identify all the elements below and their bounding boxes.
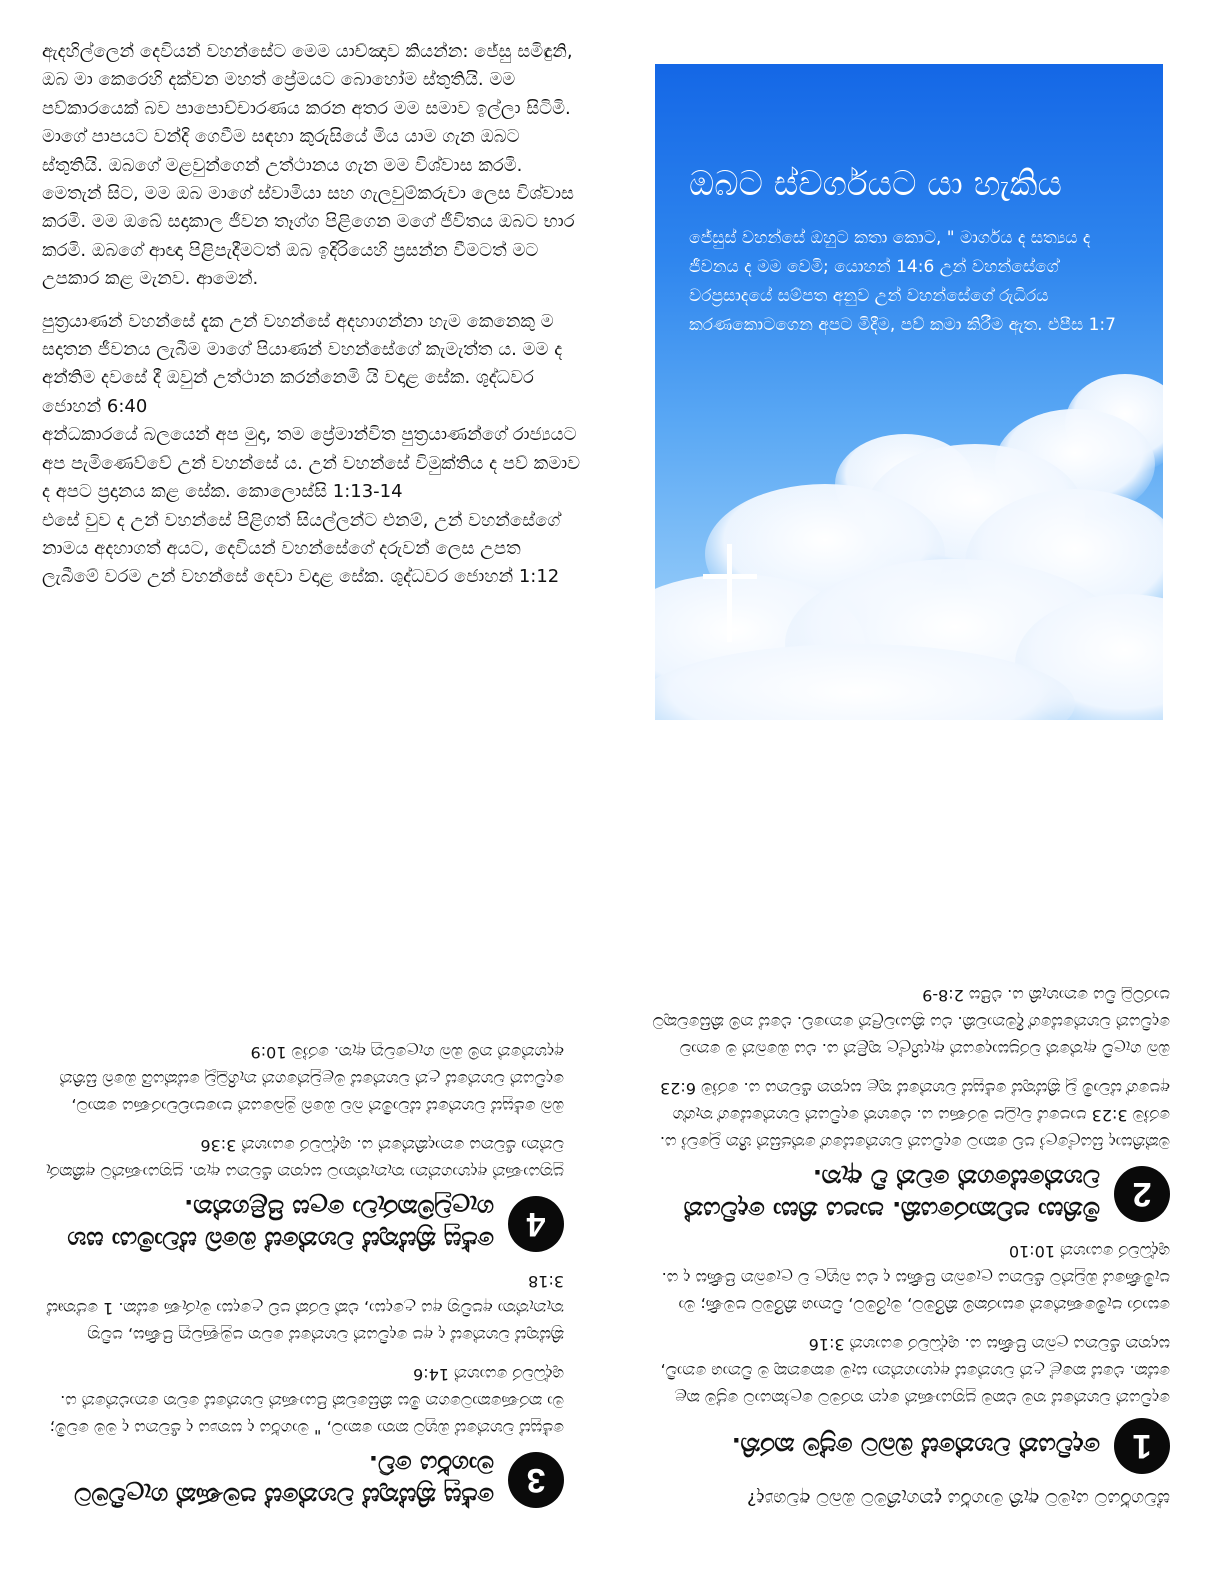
step-heading: මිනිසා පව්කාරයෙකි. පාපය නිසා දෙවියන් වහන්සේගෙන් වෙන් වී ඇත. [683,1164,1100,1224]
step-text: ක්‍රිස්තුස් වහන්සේ ද අප දෙවියන් වහන්සේ වෙත පමුණුවනු පිණිස, පවිත්‍ර තැනැත්තා අපවිත්‍ර අය උදෙසා, එක් වරක් පව් උදෙසා මැරුණ සේක. 1 පේතෘස් 3:18 [46,1272,564,1345]
cross-icon [703,544,757,642]
prayer-paragraph: ඇදහිල්ලෙන් දෙවියන් වහන්සේට මෙම යාච්ඤාව කියන්න: ජේසු සමිඳුනි, ඔබ මා කෙරෙහි දක්වන මහත් ප්‍රේමයට බොහෝම ස්තුතියි. මම පව්කාරයෙක් බව පාපොච්චාරණය කරන අතර මම සමාව ඉල්ලා සිටිමි. මාගේ පාපයට වන්දි ගෙවීම සඳහා කුරුසියේ මිය යාම ගැන ඔබට ස්තුතියි. ඔබගේ මළවුන්ගෙන් උත්ථානය ගැන මම විශ්වාස කරමි. මෙතැන් සිට, මම ඔබ මාගේ ස්වාමියා සහ ගැලවුම්කරුවා ලෙස විශ්වාස කරමි. මම ඔබේ සදාකාල ජීවන තෑග්ග පිළිගෙන මගේ ජීවිතය ඔබට භාර කරමි. ඔබගේ ආඥා පිළිපැදීමටත් ඔබ ඉදිරියෙහි ප්‍රසන්න වීමටත් මට උපකාර කළ මැනව. ආමෙන්. [42,41,575,290]
step-number-badge: 1 [1114,1418,1170,1474]
verse-john-1-12: එසේ වුව ද උන් වහන්සේ පිළිගත් සියල්ලන්ට එනම්, උන් වහන්සේගේ නාමය අදහාගත් අයට, දෙවියන් වහන්සේගේ දරුවන් ලෙස උපත ලැබීමේ වරම උන් වහන්සේ දෙවා වදාළ සේක. ශුද්ධවර ජොහන් 1:12 [42,509,561,588]
inside-panel-right [648,792,1170,1512]
step-3 [42,1448,564,1512]
step-text: ඔබ ජේසුස් වහන්සේ ස්වාමීන් බව ඔබේ මුඛයෙන් පාපොච්චාරණය කොට, දෙවියන් වහන්සේ උන් වහන්සේ මළවුන්ගෙන් නැගිටුවූ සේක්යයි ඔබේ සිතින් අදහන්නේ නම් ඔබ ගැලවෙනු ඇත. රෝම 10:9 [59,1043,564,1116]
step-text: ඔබ ගැලවී ඇත්තේ වරප්‍රසාදයෙන් ඇදහිල්ල තුළින් ය. එය ඔබෙන් ම නොව දෙවියන් වහන්සේගේ දීමනාවකි. එය ක්‍රියාවලින් නොවේ. එසේ නම් කිසිවෙකුට පාරට්ටු විය නොහැකි ය. එපීස 2:8-9 [652,986,1170,1059]
step-number-badge: 2 [1114,1166,1170,1222]
step-heading: ජේසු ක්‍රිස්තුස් වහන්සේ ඔබේ ස්වාමියා සහ ගැලවුම්කරුවා ලෙස පිළිගන්න. [67,1194,494,1254]
verse-john-6-40: පුත්‍රයාණන් වහන්සේ දැක උන් වහන්සේ අදහාගන්නා හැම කෙනෙකු ම සදාතන ජීවනය ලැබීම මාගේ පියාණන් වහන්සේගේ කැමැත්ත ය. මම ද අන්තිම දවසේ දී ඔවුන් උත්ථාන කරන්නෙමි යි වදාළ සේක. ශුද්ධවර ජොහන් 6:40 [42,310,563,417]
step-text: සොරා පැමිණෙන්නේ සොරකම් කිරීමට, මැරීමට, විනාශ කිරීමට පමණි; මා පැමිණියේ ඔවුන්ට ජීවනය ලැබෙන පිණිස ද එය බහුල ව ලැබෙන පිණිස ද ය. ශුද්ධවර යොහන් 10:10 [661,1242,1170,1315]
step-number-badge: 4 [508,1196,564,1252]
step-2 [648,1162,1170,1226]
cover-title: ඔබට ස්වර්ගයට යා හැකිය [689,164,1062,204]
step-heading: ජේසු ක්‍රිස්තුස් වහන්සේ පමණක් ගැලවීමට මාර්ගය වේ. [74,1450,494,1510]
cover-panel [655,64,1163,720]
step-number-badge: 3 [508,1452,564,1508]
intro-question: ස්වර්ගයට යෑමට ඇති මාර්ගය දැනගැනීමට ඔබට අවශ්‍යද? [746,1488,1170,1509]
verse-colossians: අන්ධකාරයේ බලයෙන් අප මුදා, තම ප්‍රේමාන්විත පුත්‍රයාණන්ගේ රාජ්‍යයට අප පැමිණෙව්වේ උන් වහන්සේ ය. උන් වහන්සේ විමුක්තිය ද පව් කමාව ද අපට ප්‍රදානය කළ සේක. කොලොස්සි 1:13-14 [42,424,581,503]
step-heading: දෙවියන් වහන්සේ ඔබට ප්‍රේම කරති. [731,1432,1100,1460]
step-text: දෙවියන් වහන්සේ තම එකම පුත්‍රයාණන් දෙන තරමට ලෝකයාට ප්‍රේම කළ සේක. එසේ කළේ උන් වහන්සේ අදහාගන්නා සෑම කෙනෙකු ම විනාශ නොවී, සදාතන ජීවනය ලබන පිණිස ය. ශුද්ධවර යොහන් 3:16 [660,1335,1170,1408]
step-text: ජේසුස් වහන්සේ ඔහුට කතා කොට, " මාර්ගය ද සත්‍යය ද ජීවනය ද මම වෙමි; මා කරණකොටගෙන මිස කිසිවෙක් පියාණන් වහන්සේ වෙත නොඑන්නේ ය. ශුද්ධවර යොහන් 14:6 [49,1365,564,1438]
step-text: මක්නිසාද සියල්ලෝ පව් කොට දෙවියන් වහන්සේගේ තේජසින් හීන වූවෝ ය. රෝම 3:23 පාපයේ වැටුප මරණය ය. එහෙත් දෙවියන් වහන්සේගේ තෑග්ග අපගේ ස්වාමි වූ ක්‍රිස්තුස් ජේසුස් වහන්සේ තුළ සදාතන ජීවනය ය. රෝම 6:23 [659,1079,1170,1152]
step-1 [648,1418,1170,1474]
prayer-section [42,38,582,592]
inside-panel-left [42,792,564,1512]
cover-verses: ජේසුස් වහන්සේ ඔහුට කතා කොට, " මාර්ගය ද සත්‍යය ද ජීවනය ද මම වෙමි; යොහන් 14:6 උන් වහන්සේගේ වරප්‍රසාදයේ සම්පත අනුව උන් වහන්සේගේ රුධිරය කරණකොටගෙන අපට මිදීම, පව් කමා කිරීම ඇත. එපීස 1:7 [689,228,1116,335]
step-4 [42,1192,564,1256]
step-text: පුත්‍රයාණන් අදහාගන්නා තැනැත්තාට සදාතන ජීවනය ඇත. පුත්‍රයාණන්ට අකීකරු වන්නා ජීවනය නොදකින්නේ ය. ශුද්ධවර යොහන් 3:36 [46,1136,564,1182]
